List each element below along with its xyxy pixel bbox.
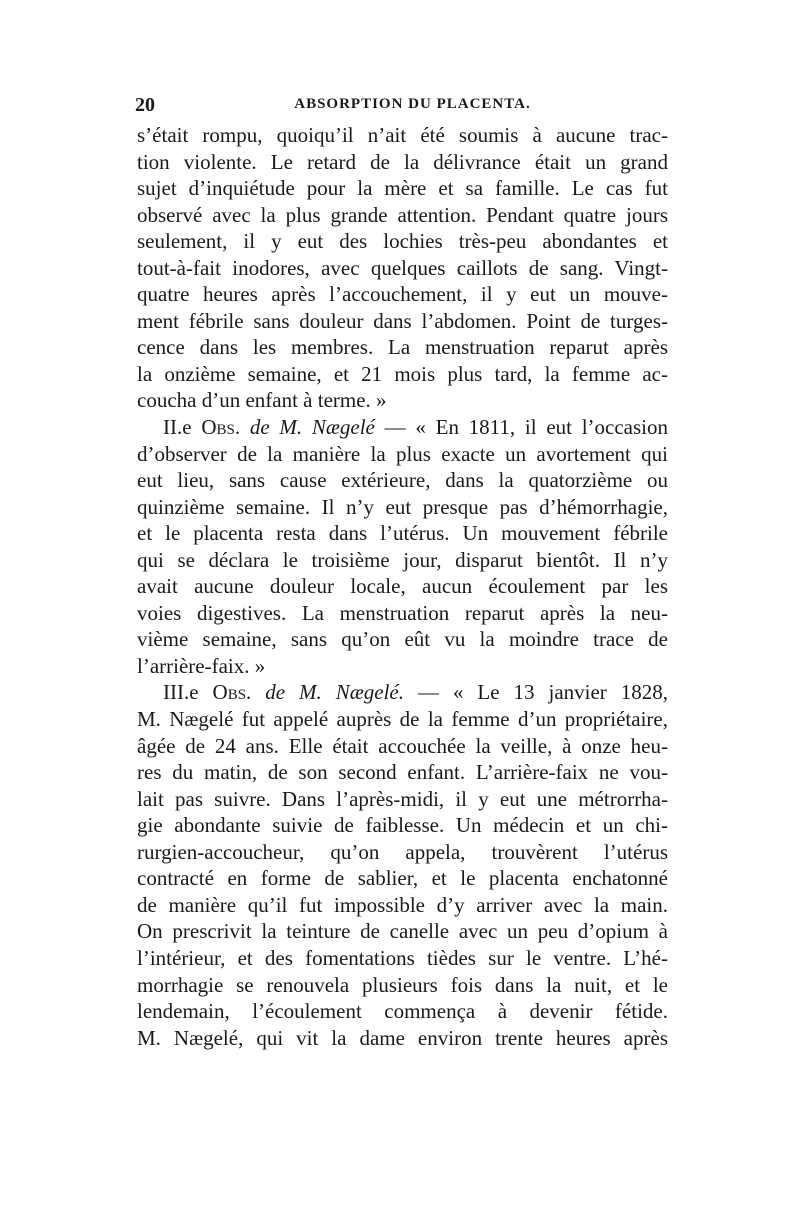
text-line: observé avec la plus grande attention. Pendant quatre jours: [137, 202, 668, 227]
text-line: morrhagie se renouvela plusieurs fois dans la nuit, et le: [137, 972, 668, 997]
text-line: coucha d’un enfant à terme. »: [137, 388, 387, 413]
running-title: ABSORPTION DU PLACENTA.: [294, 96, 531, 112]
running-head: [135, 94, 672, 118]
obs-heading-line: [137, 414, 668, 441]
text-line: lendemain, l’écoulement commença à devenir fétide.: [137, 999, 668, 1024]
paragraph-continuation: [137, 122, 668, 414]
text-line: gie abondante suivie de faiblesse. Un médecin et un chi-: [137, 813, 668, 838]
text-line: quatre heures après l’accouchement, il y eut un mouve-: [137, 282, 668, 307]
obs-number: III.e: [163, 680, 199, 705]
text-line: qui se déclara le troisième jour, disparut bientôt. Il n’y: [137, 547, 668, 572]
obs-first-line-text: — « En 1811, il eut l’occasion: [384, 415, 669, 440]
obs-first-line-text: — « Le 13 janvier 1828,: [417, 680, 669, 705]
text-line: de manière qu’il fut impossible d’y arriver avec la main.: [137, 892, 668, 917]
text-line: tout-à-fait inodores, avec quelques caillots de sang. Vingt-: [137, 255, 668, 280]
text-line: voies digestives. La menstruation reparut après la neu-: [137, 600, 668, 625]
text-line: contracté en forme de sablier, et le placenta enchatonné: [137, 866, 668, 891]
obs-author: de M. Nægelé: [249, 415, 375, 440]
text-line: d’observer de la manière la plus exacte un avortement qui: [137, 441, 668, 466]
text-line: sujet d’inquiétude pour la mère et sa famille. Le cas fut: [137, 176, 668, 201]
text-line: vième semaine, sans qu’on eût vu la moindre trace de: [137, 627, 668, 652]
text-line: l’arrière-faix. »: [137, 653, 266, 678]
text-line: avait aucune douleur locale, aucun écoulement par les: [137, 574, 668, 599]
text-line: et le placenta resta dans l’utérus. Un mouvement fébrile: [137, 521, 668, 546]
text-line: l’intérieur, et des fomentations tièdes sur le ventre. L’hé-: [137, 945, 668, 970]
text-line: M. Nægelé, qui vit la dame environ trente heures après: [137, 1025, 668, 1050]
obs-heading-line: [137, 679, 668, 706]
paragraph-obs-2: [137, 414, 668, 679]
text-line: ment fébrile sans douleur dans l’abdomen. Point de turges-: [137, 308, 668, 333]
text-line: eut lieu, sans cause extérieure, dans la quatorzième ou: [137, 468, 668, 493]
text-line: rurgien-accoucheur, qu’on appela, trouvèrent l’utérus: [137, 839, 668, 864]
text-line: tion violente. Le retard de la délivrance était un grand: [137, 149, 668, 174]
obs-label: Obs.: [212, 680, 252, 705]
text-line: quinzième semaine. Il n’y eut presque pas d’hémorrhagie,: [137, 494, 668, 519]
obs-number: II.e: [163, 415, 192, 440]
text-line: M. Nægelé fut appelé auprès de la femme d’un propriétaire,: [137, 707, 668, 732]
text-line: res du matin, de son second enfant. L’arrière-faix ne vou-: [137, 760, 668, 785]
obs-author: de M. Nægelé.: [265, 680, 405, 705]
obs-label: Obs.: [201, 415, 241, 440]
text-line: seulement, il y eut des lochies très-peu abondantes et: [137, 229, 668, 254]
text-line: On prescrivit la teinture de canelle avec un peu d’opium à: [137, 919, 668, 944]
body-text: [137, 122, 668, 1051]
text-line: la onzième semaine, et 21 mois plus tard, la femme ac-: [137, 361, 668, 386]
text-line: âgée de 24 ans. Elle était accouchée la veille, à onze heu-: [137, 733, 668, 758]
paragraph-obs-3: [137, 679, 668, 1051]
text-line: cence dans les membres. La menstruation reparut après: [137, 335, 668, 360]
text-line: s’était rompu, quoiqu’il n’ait été soumis à aucune trac-: [137, 123, 668, 147]
text-line: lait pas suivre. Dans l’après-midi, il y eut une métrorrha-: [137, 786, 668, 811]
page-number: 20: [135, 94, 155, 116]
